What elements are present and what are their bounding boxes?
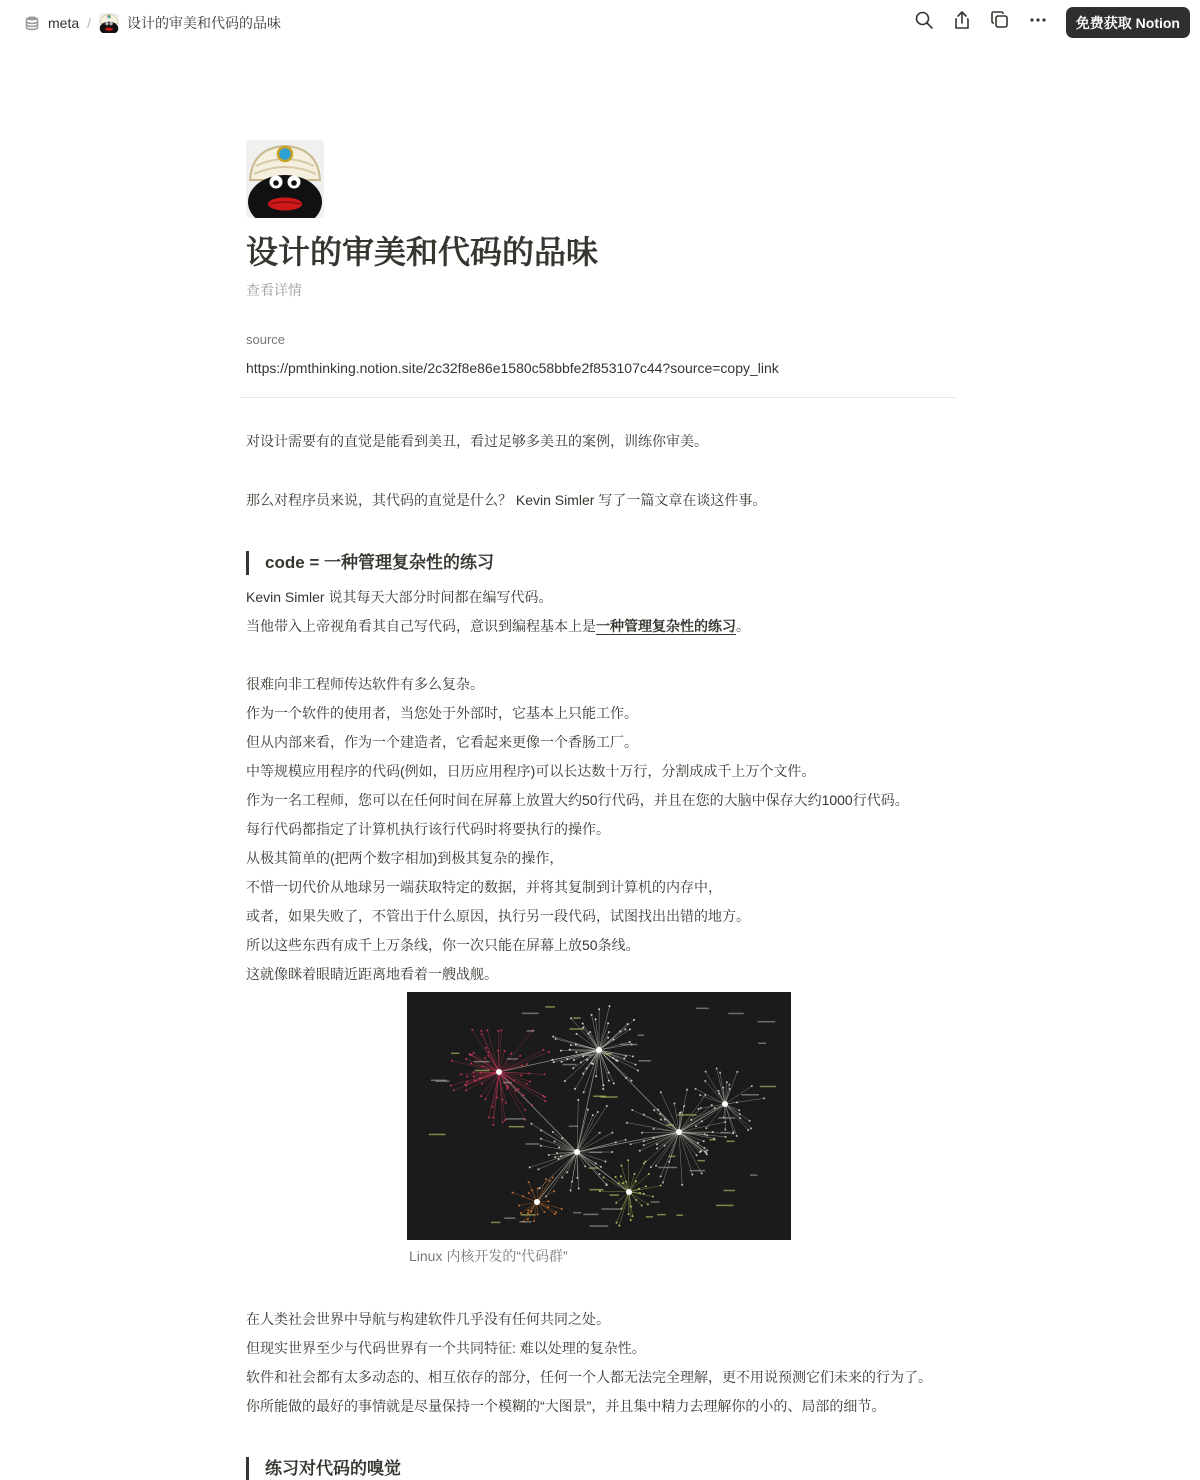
more-button[interactable] (1024, 9, 1052, 37)
top-bar (0, 0, 1200, 44)
property-value-source[interactable]: https://pmthinking.notion.site/2c32f8e86e1580c58bbfe2f853107c44?source=copy_link (246, 360, 779, 376)
graph-edges (429, 1005, 776, 1227)
search-button[interactable] (910, 9, 938, 37)
paragraph: 在人类社会世界中导航与构建软件几乎没有任何共同之处。 (246, 1311, 610, 1327)
more-icon (1028, 10, 1048, 35)
paragraph: Kevin Simler 说其每天大部分时间都在编写代码。 (246, 589, 553, 605)
paragraph: 软件和社会都有太多动态的、相互依存的部分，任何一个人都无法完全理解，更不用说预测它们未来的行为了。 (246, 1369, 932, 1385)
search-icon (914, 10, 934, 35)
divider (240, 397, 956, 398)
network-graph-illustration (407, 992, 791, 1240)
property-label-source: source (246, 332, 286, 347)
duplicate-button[interactable] (986, 9, 1014, 37)
text-span: 当他带入上帝视角看其自己写代码，意识到编程基本上是 (246, 618, 596, 634)
breadcrumb-label-page: 设计的审美和代码的品味 (127, 15, 282, 31)
get-notion-button[interactable]: 免费获取 Notion (1066, 7, 1190, 38)
paragraph: 那么对程序员来说，其代码的直觉是什么？ Kevin Simler 写了一篇文章在谈这件事。 (246, 492, 767, 508)
section-heading-2: 练习对代码的嗅觉 (246, 1457, 401, 1480)
paragraph: 你所能做的最好的事情就是尽量保持一个模糊的“大图景”，并且集中精力去理解你的小的、局部的细节。 (246, 1398, 886, 1414)
paragraph: 但现实世界至少与代码世界有一个共同特征: 难以处理的复杂性。 (246, 1340, 646, 1356)
breadcrumb-label-workspace: meta (48, 15, 80, 31)
paragraph: 或者，如果失败了，不管出于什么原因，执行另一段代码，试图找出出错的地方。 (246, 908, 750, 924)
code-swarm-image[interactable] (407, 992, 791, 1240)
paragraph: 很难向非工程师传达软件有多么复杂。 (246, 676, 484, 692)
paragraph: 这就像眯着眼睛近距离地看着一艘战舰。 (246, 966, 498, 982)
paragraph: 每行代码都指定了计算机执行该行代码时将要执行的操作。 (246, 821, 610, 837)
paragraph: 中等规模应用程序的代码(例如，日历应用程序)可以长达数十万行，分割成成千上万个文件。 (246, 763, 816, 779)
paragraph: 作为一名工程师，您可以在任何时间在屏幕上放置大约50行代码，并且在您的大脑中保存大约1000行代码。 (246, 792, 909, 808)
share-button[interactable] (948, 9, 976, 37)
text-span: 。 (736, 618, 750, 634)
duplicate-icon (990, 10, 1010, 35)
paragraph: 但从内部来看，作为一个建造者，它看起来更像一个香肠工厂。 (246, 734, 638, 750)
share-icon (952, 10, 972, 35)
breadcrumb-item-page[interactable] (95, 11, 285, 35)
toolbar-actions (910, 7, 1190, 38)
paragraph (246, 616, 750, 636)
paragraph: 所以这些东西有成千上万条线，你一次只能在屏幕上放50条线。 (246, 937, 640, 953)
paragraph: 对设计需要有的直觉是能看到美丑，看过足够多美丑的案例，训练你审美。 (246, 433, 708, 449)
paragraph: 从极其简单的(把两个数字相加)到极其复杂的操作， (246, 850, 564, 866)
breadcrumb-item-workspace[interactable] (20, 13, 83, 33)
image-caption: Linux 内核开发的“代码群” (409, 1248, 568, 1264)
emphasis-text: 一种管理复杂性的练习 (596, 618, 736, 634)
page-avatar-icon (99, 13, 119, 33)
paragraph: 作为一个软件的使用者，当您处于外部时，它基本上只能工作。 (246, 705, 638, 721)
page-title: 设计的审美和代码的品味 (246, 234, 599, 270)
paragraph: 不惜一切代价从地球另一端获取特定的数据，并将其复制到计算机的内存中， (246, 879, 722, 895)
database-icon (24, 15, 40, 31)
breadcrumb-separator: / (87, 15, 92, 31)
breadcrumb (20, 11, 285, 35)
page-subtitle[interactable]: 查看详情 (246, 282, 302, 298)
page-icon[interactable] (246, 140, 324, 218)
section-heading-1: code = 一种管理复杂性的练习 (246, 551, 494, 575)
